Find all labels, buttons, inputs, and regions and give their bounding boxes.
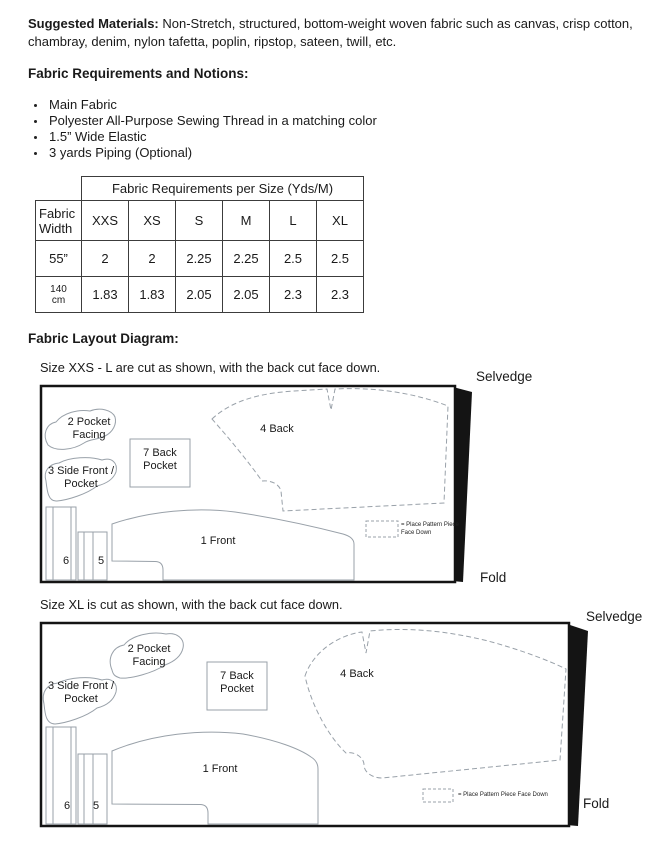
fabric-layout-diagram-xl xyxy=(0,609,660,835)
column-header-size: XXS xyxy=(82,201,129,241)
fabric-layout-diagram-xxs-l xyxy=(0,369,660,589)
notions-heading: Fabric Requirements and Notions: xyxy=(28,66,249,81)
table-corner-empty xyxy=(36,177,82,201)
list-item xyxy=(30,113,377,129)
list-item-text: Main Fabric xyxy=(49,97,117,112)
bullet-icon xyxy=(34,104,37,107)
diagram2-caption: Size XL is cut as shown, with the back cut face down. xyxy=(40,597,343,612)
table-row xyxy=(36,277,364,313)
table-row xyxy=(36,241,364,277)
bullet-icon xyxy=(34,120,37,123)
piece-label-pocket-facing: 2 Pocket Facing xyxy=(67,416,111,441)
list-item xyxy=(30,145,377,161)
table-cell: 2.05 xyxy=(176,277,223,313)
fold-label: Fold xyxy=(583,796,610,811)
table-cell: 2.5 xyxy=(317,241,364,277)
piece-label-pocket-facing: 2 Pocket Facing xyxy=(127,643,171,668)
table-cell: 2 xyxy=(82,241,129,277)
suggested-materials-paragraph xyxy=(28,15,634,50)
row-header-55in: 55” xyxy=(36,241,82,277)
table-cell: 2 xyxy=(129,241,176,277)
list-item-text: Polyester All-Purpose Sewing Thread in a matching color xyxy=(49,113,377,128)
column-header-size: XL xyxy=(317,201,364,241)
piece-label-side-front-pocket: 3 Side Front / Pocket xyxy=(47,465,115,490)
table-title: Fabric Requirements per Size (Yds/M) xyxy=(82,177,364,201)
piece-label-back-pocket: 7 Back Pocket xyxy=(143,447,177,472)
suggested-materials-label: Suggested Materials: xyxy=(28,16,159,31)
table-cell: 1.83 xyxy=(129,277,176,313)
piece-label-back-pocket: 7 Back Pocket xyxy=(220,670,254,695)
row-header-140cm xyxy=(36,277,82,313)
table-row xyxy=(36,177,364,201)
table-cell: 2.3 xyxy=(270,277,317,313)
diagram1-caption: Size XXS - L are cut as shown, with the back cut face down. xyxy=(40,360,381,375)
piece-label-back: 4 Back xyxy=(340,668,374,680)
column-header-size: L xyxy=(270,201,317,241)
selvedge-label: Selvedge xyxy=(586,609,643,624)
column-header-size: XS xyxy=(129,201,176,241)
bullet-icon xyxy=(34,152,37,155)
piece-label-side-front-pocket: 3 Side Front / Pocket xyxy=(47,680,115,705)
fold-label: Fold xyxy=(480,570,507,585)
column-header-fabric-width: Fabric Width xyxy=(36,201,82,241)
table-cell: 2.05 xyxy=(223,277,270,313)
piece-label-back: 4 Back xyxy=(260,423,294,435)
list-item xyxy=(30,129,377,145)
fabric-requirements-table xyxy=(35,176,364,313)
table-cell: 1.83 xyxy=(82,277,129,313)
bullet-icon xyxy=(34,136,37,139)
table-cell: 2.25 xyxy=(176,241,223,277)
row-header-140cm-text: 140 cm xyxy=(50,283,67,306)
piece-label-6: 6 xyxy=(63,800,71,812)
list-item-text: 3 yards Piping (Optional) xyxy=(49,145,193,160)
legend-text: = Place Pattern Piece Face Down xyxy=(401,522,459,536)
table-cell: 2.25 xyxy=(223,241,270,277)
column-header-size: S xyxy=(176,201,223,241)
table-cell: 2.5 xyxy=(270,241,317,277)
selvedge-label: Selvedge xyxy=(476,369,533,384)
table-row xyxy=(36,201,364,241)
suggested-materials-text: Non-Stretch, structured, bottom-weight woven fabric such as canvas, crisp cotton, chambray, denim, nylon tafetta, poplin, ripstop, sateen, twill, etc. xyxy=(28,16,633,49)
list-item xyxy=(30,97,377,113)
column-header-size: M xyxy=(223,201,270,241)
list-item-text: 1.5” Wide Elastic xyxy=(49,129,147,144)
layout-heading: Fabric Layout Diagram: xyxy=(28,331,179,346)
notions-list xyxy=(30,97,377,161)
table-cell: 2.3 xyxy=(317,277,364,313)
piece-label-6: 6 xyxy=(62,555,70,567)
piece-label-front: 1 Front xyxy=(200,535,236,547)
piece-label-5: 5 xyxy=(92,800,100,812)
piece-label-front: 1 Front xyxy=(202,763,238,775)
piece-label-5: 5 xyxy=(97,555,105,567)
legend-text: = Place Pattern Piece Face Down xyxy=(458,792,548,798)
